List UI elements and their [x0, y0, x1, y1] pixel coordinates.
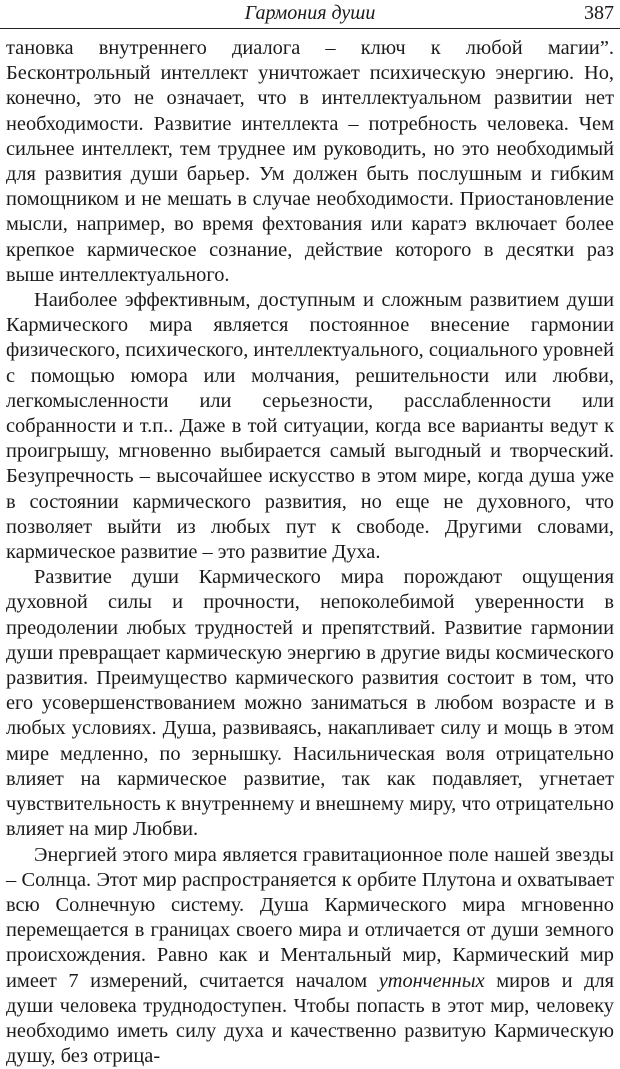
running-title: Гармония души: [0, 2, 620, 24]
paragraph-4-part-2: миров и для души человека труднодоступен. Чтобы попасть в этот мир, человеку необходимо иметь силу духа и качественно развитую Кармическую душу, без отрица-: [6, 970, 614, 1068]
body-text: [6, 36, 614, 1069]
page-number: 387: [584, 2, 614, 24]
emphasized-word: утонченных: [379, 970, 485, 992]
paragraph-4-part-1: Энергией этого мира является гравитационное поле нашей звезды – Солнца. Этот мир распространяется к орбите Плутона и охватывает всю Солнечную систему. Душа Кармического мира мгновенно перемещается в границах своего мира и отличается от души земного происхождения. Равно как и Ментальный мир, Кармический мир имеет 7 измерений, считается началом: [6, 844, 614, 992]
paragraph-4: [6, 843, 614, 1069]
running-head: [0, 0, 620, 29]
paragraph-1: тановка внутреннего диалога – ключ к любой магии”. Бесконтрольный интеллект уничтожает психическую энергию. Но, конечно, это не означает, что в интеллектуальном развитии нет необходимости. Развитие интеллекта – потребность человека. Чем сильнее интеллект, тем труднее им руководить, но это необходимый для развития души барьер. Ум должен быть послушным и гибким помощником и не мешать в случае необходимости. Приостановление мысли, например, во время фехтования или каратэ включает более крепкое кармическое сознание, действие которого в десятки раз выше интеллектуального.: [6, 36, 614, 288]
paragraph-3: Развитие души Кармического мира порождают ощущения духовной силы и прочности, непоколебимой уверенности в преодолении любых трудностей и препятствий. Развитие гармонии души превращает кармическую энергию в другие виды космического развития. Преимущество кармического развития состоит в том, что его усовершенствованием можно заниматься в любом возрасте и в любых условиях. Душа, развиваясь, накапливает силу и мощь в этом мире медленно, по зернышку. Насильническая воля отрицательно влияет на кармическое развитие, так как подавляет, угнетает чувствительность к внутреннему и внешнему миру, что отрицательно влияет на мир Любви.: [6, 565, 614, 842]
paragraph-2: Наиболее эффективным, доступным и сложным развитием души Кармического мира является постоянное внесение гармонии физического, психического, интеллектуального, социального уровней с помощью юмора или молчания, решительности или любви, легкомысленности или серьезности, расслабленности или собранности и т.п.. Даже в той ситуации, когда все варианты ведут к проигрышу, мгновенно выбирается самый выгодный и творческий. Безупречность – высочайшее искусство в этом мире, когда душа уже в состоянии кармического развития, но еще не духовного, что позволяет выйти из любых пут к свободе. Другими словами, кармическое развитие – это развитие Духа.: [6, 288, 614, 565]
